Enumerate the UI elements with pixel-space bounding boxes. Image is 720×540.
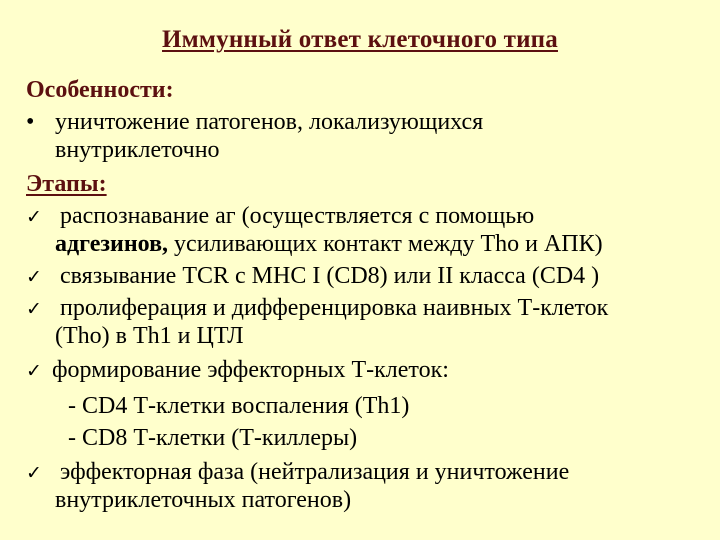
- features-heading: Особенности:: [26, 77, 174, 103]
- stages-heading: Этапы:: [26, 171, 107, 197]
- stage-4-line-1: формирование эффекторных Т-клеток:: [52, 357, 449, 383]
- check-icon: ✓: [26, 360, 42, 382]
- stage-2-line-1: связывание TCR с MHC I (CD8) или II класса (CD4 ): [60, 263, 600, 289]
- stage-1-bold-term: адгезинов,: [55, 231, 169, 257]
- stage-4-sub-item-1: - CD4 Т-клетки воспаления (Th1): [68, 393, 410, 419]
- stage-1-line-2: [55, 230, 603, 258]
- stage-3-line-1: пролиферация и дифференцировка наивных Т-клеток: [60, 295, 609, 321]
- check-icon: ✓: [26, 462, 42, 484]
- stage-3-line-2: (Tho) в Th1 и ЦТЛ: [55, 323, 244, 349]
- stage-4-sub-item-2: - CD8 Т-клетки (Т-киллеры): [68, 425, 358, 451]
- stage-1-line-2-rest: усиливающих контакт между Tho и АПК): [168, 231, 603, 257]
- stage-1-line-1: распознавание аг (осуществляется с помощью: [60, 203, 535, 229]
- check-icon: ✓: [26, 266, 42, 288]
- check-icon: ✓: [26, 206, 42, 228]
- stage-5-line-1: эффекторная фаза (нейтрализация и уничтожение: [60, 459, 570, 485]
- stage-5-line-2: внутриклеточных патогенов): [55, 487, 352, 513]
- slide-title: Иммунный ответ клеточного типа: [162, 26, 558, 53]
- check-icon: ✓: [26, 298, 42, 320]
- features-bullet-marker: •: [26, 109, 35, 135]
- features-item-1-line-2: внутриклеточно: [55, 137, 220, 163]
- features-item-1-line-1: уничтожение патогенов, локализующихся: [55, 109, 484, 135]
